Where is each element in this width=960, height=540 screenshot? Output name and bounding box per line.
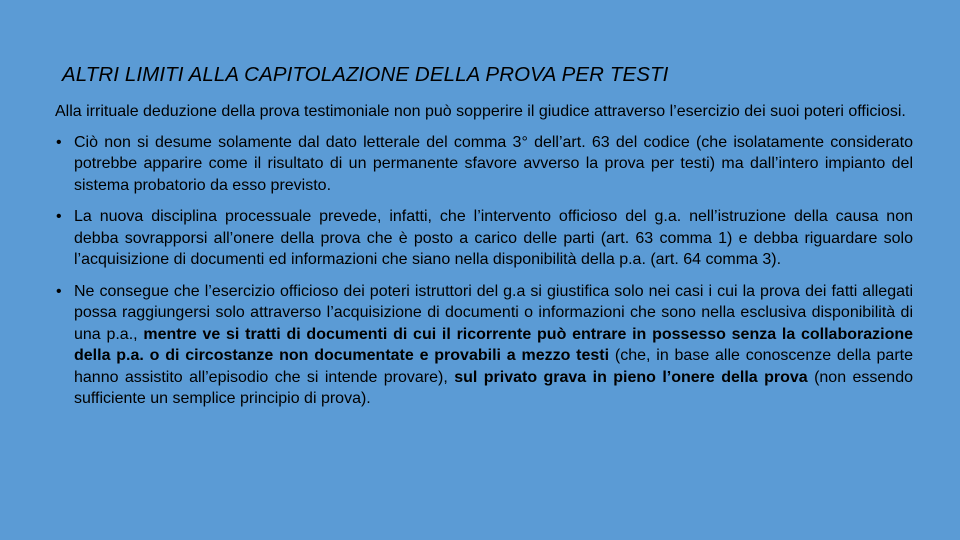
bullet-text-bold: sul privato grava in pieno l’onere della prova (454, 368, 808, 386)
bullet-item-1 (55, 132, 913, 197)
slide-title: ALTRI LIMITI ALLA CAPITOLAZIONE DELLA PROVA PER TESTI (62, 63, 669, 86)
bullet-text-bold: mentre ve si tratti di documenti di cui il ricorrente può entrare in possesso senza la collaborazione della p.a. o di circostanze non documentate e provabili a mezzo testi (74, 325, 914, 364)
intro-paragraph: Alla irrituale deduzione della prova testimoniale non può sopperire il giudice attraverso l’esercizio dei suoi poteri officiosi. (55, 103, 906, 120)
bullet-marker: • (56, 208, 62, 225)
bullet-item-3 (55, 281, 913, 410)
bullet-text: (che, in base alle conoscenze della parte hanno assistito all’episodio che si intende provare), (74, 347, 913, 386)
slide-body (55, 101, 913, 420)
bullet-text: La nuova disciplina processuale prevede, infatti, che l’intervento officioso del g.a. nell’istruzione della causa non debba sovrapporsi all’onere della prova che è posto a carico delle parti (art. 63 comma 1) e debba riguardare solo l’acquisizione di documenti ed informazioni che siano nella disponibilità della p.a. (art. 64 comma 3). (74, 208, 913, 268)
bullet-marker: • (56, 282, 62, 300)
bullet-text: Ne consegue che l’esercizio officioso dei poteri istruttori del g.a si giustifica solo nei casi i cui la prova dei fatti allegati possa raggiungersi solo attraverso l’acquisizione di documenti o informazioni che sono nella esclusiva disponibilità di una p.a., (74, 282, 913, 343)
bullet-text: Ciò non si desume solamente dal dato letterale del comma 3° dell’art. 63 del codice (che isolatamente considerato potrebbe apparire come il risultato di un permanente sfavore avverso la prova per testi) ma dall’intero impianto del sistema probatorio da esso previsto. (74, 133, 913, 194)
bullet-marker: • (56, 133, 62, 151)
bullet-item-2 (55, 206, 913, 271)
bullet-list (55, 132, 913, 410)
bullet-text: (non essendo sufficiente un semplice principio di prova). (74, 368, 913, 407)
